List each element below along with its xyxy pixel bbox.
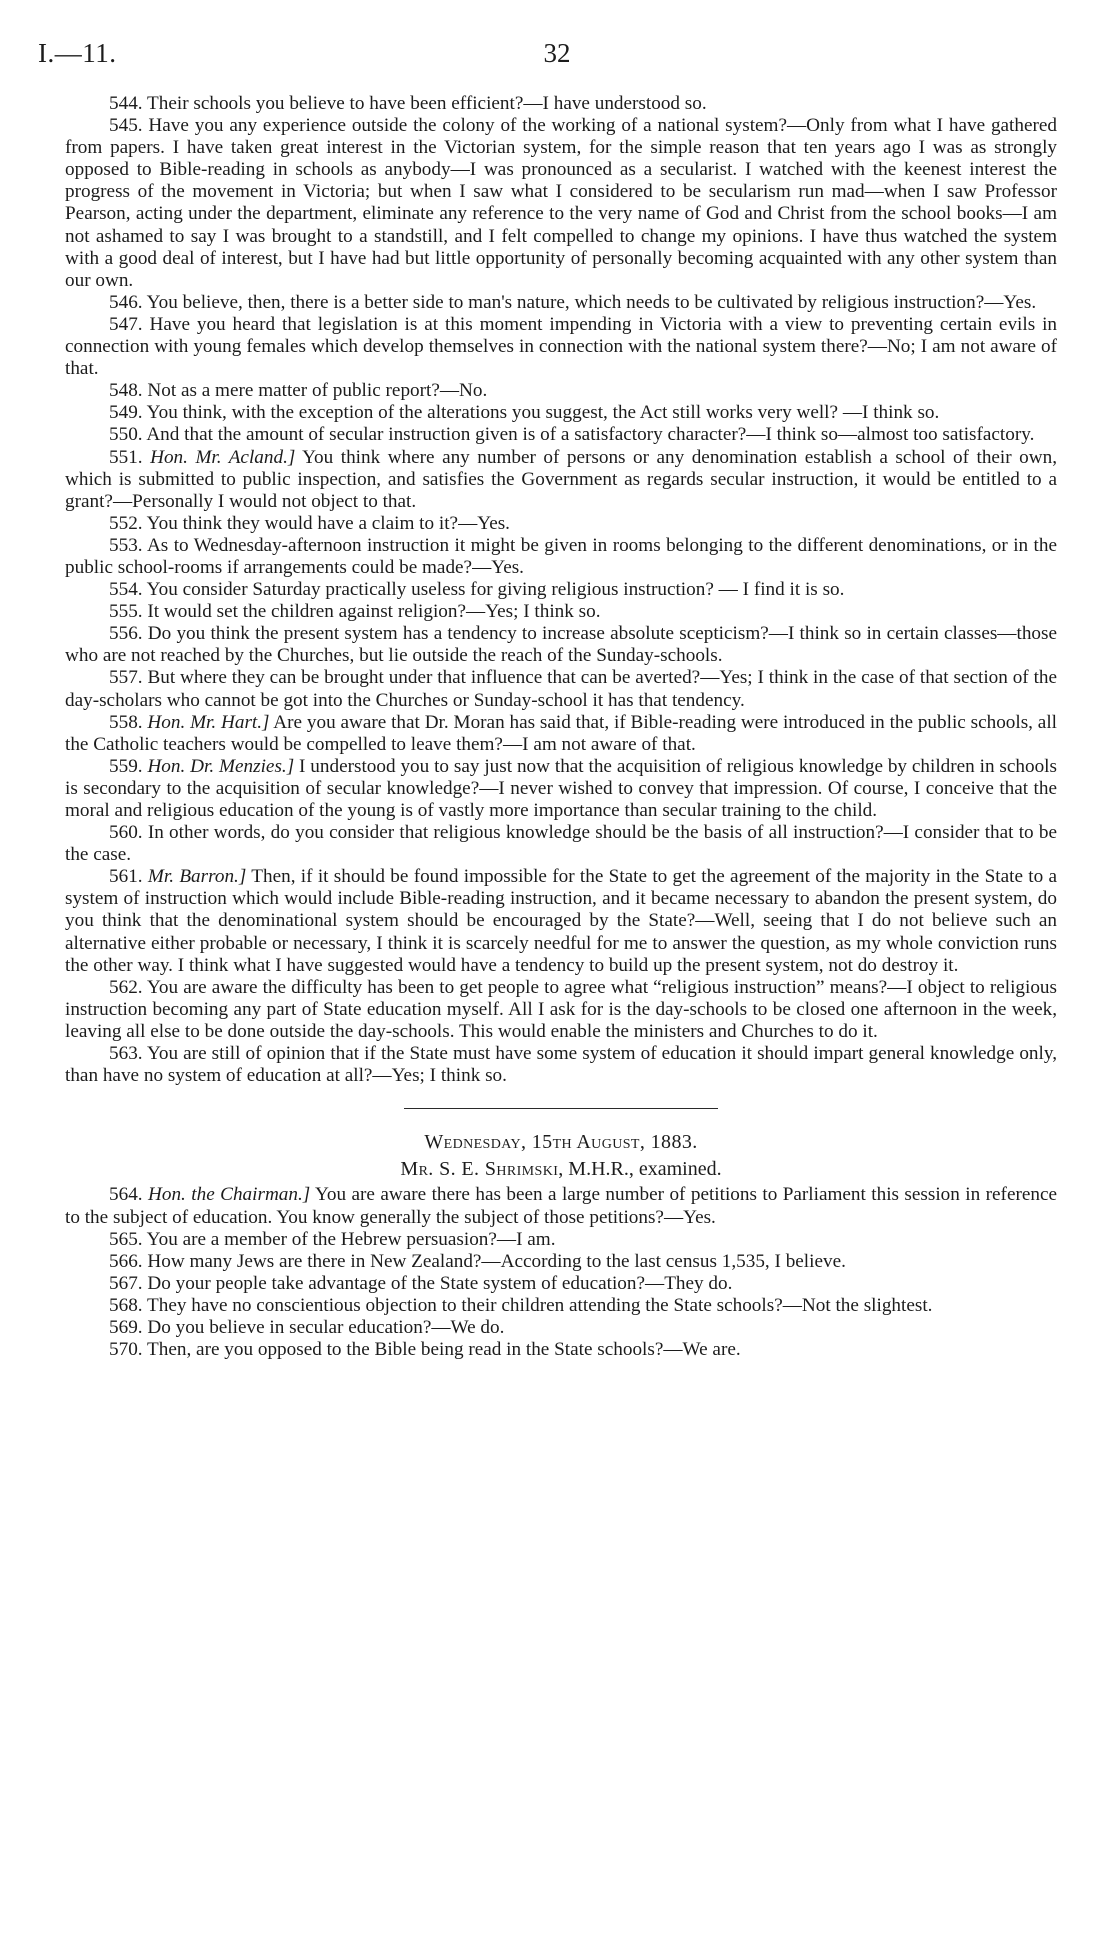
question-number: 562. [109,976,143,998]
question-text: It would set the children against religion?—Yes; I think so. [147,601,601,623]
question-number: 564. [109,1184,143,1206]
question-entry [65,1043,1057,1087]
question-number: 566. [109,1250,143,1272]
question-number: 547. [109,313,143,335]
question-entry [65,402,1057,424]
evidence-section-1 [65,93,1057,1087]
witness-heading [65,1158,1057,1180]
question-number: 561. [109,866,143,888]
question-entry [65,1229,1057,1251]
question-number: 556. [109,623,143,645]
question-entry [65,1295,1057,1317]
question-text: Then, are you opposed to the Bible being read in the State schools?—We are. [147,1339,741,1361]
question-text: And that the amount of secular instruction given is of a satisfactory character?—I think so—almost too satisfactory. [146,424,1035,446]
question-number: 544. [109,93,143,114]
question-entry [65,292,1057,314]
question-number: 552. [109,512,143,534]
question-entry [65,1251,1057,1273]
question-entry [65,1317,1057,1339]
question-entry [65,314,1057,380]
question-entry [65,822,1057,866]
question-text: Have you any experience outside the colony of the working of a national system?—Only from what I have gathered from papers. I have taken great interest in the Victorian system, for the simple reason that ten years ago I was as strongly opposed to Bible-reading in schools as anybody—I was pronounced as a secularist. I watched with the keenest interest the progress of the movement in Victoria; but when I saw what I considered to be secularism run mad—when I saw Professor Pearson, acting under the department, eliminate any reference to the very name of God and Christ from the school books—I am not ashamed to say I was brought to a standstill, and I felt compelled to change my opinions. I have thus watched the system with a good deal of interest, but I have had but little opportunity of personally becoming acquainted with any other system than our own. [65,115,1057,291]
question-entry [65,1273,1057,1295]
question-number: 569. [109,1316,143,1338]
question-text: You are aware the difficulty has been to get people to agree what “religious instruction” means?—I object to religious instruction becoming any part of State education myself. All I ask for is the day-schools to be closed one afternoon in the week, leaving all else to be done outside the day-schools. This would enable the ministers and Churches to do it. [65,976,1057,1042]
question-number: 567. [109,1272,143,1294]
question-entry [65,1339,1057,1361]
question-number: 568. [109,1294,143,1316]
question-entry [65,977,1057,1043]
question-number: 557. [109,667,143,689]
question-text: You think where any number of persons or any denomination establish a school of their own, which is submitted to public inspection, and satisfies the Government as regards secular instruction, it would be entitled to a grant?—Personally I would not object to that. [65,446,1057,512]
question-number: 565. [109,1228,143,1250]
witness-suffix: , M.H.R., examined. [558,1158,722,1181]
question-number: 558. [109,711,143,733]
question-number: 553. [109,534,143,556]
question-number: 559. [109,755,143,777]
question-text: You are a member of the Hebrew persuasion?—I am. [146,1228,556,1250]
speaker-name: Hon. the Chairman.] [148,1184,311,1206]
section-divider [404,1108,718,1109]
question-text: Do you think the present system has a tendency to increase absolute scepticism?—I think so in certain classes—those who are not reached by the Churches, but lie outside the reach of the Sunday-schools. [65,623,1057,667]
speaker-name: Hon. Mr. Hart.] [147,711,270,733]
question-text: Are you aware that Dr. Moran has said that, if Bible-reading were introduced in the public schools, all the Catholic teachers would be compelled to leave them?—I am not aware of that. [65,711,1057,755]
question-text: You believe, then, there is a better side to man's nature, which needs to be cultivated by religious instruction?—Yes. [146,291,1037,313]
question-entry [65,601,1057,623]
speaker-name: Hon. Dr. Menzies.] [147,755,295,777]
page-number: 32 [543,38,571,68]
question-text: They have no conscientious objection to their children attending the State schools?—Not the slightest. [147,1294,933,1316]
question-entry [65,93,1057,115]
question-text: Not as a mere matter of public report?—No. [147,380,488,402]
page-header [38,38,1076,78]
question-number: 548. [109,380,143,402]
page-body [65,93,1057,1361]
paper-reference: I.—11. [38,38,117,68]
question-text: You consider Saturday practically useless for giving religious instruction? — I find it is so. [146,579,845,601]
question-text: You think, with the exception of the alterations you suggest, the Act still works very well? —I think so. [146,402,940,424]
question-entry [65,513,1057,535]
question-text: You are aware there has been a large number of petitions to Parliament this session in reference to the subject of education. You know generally the subject of those petitions?—Yes. [65,1184,1057,1228]
question-entry [65,756,1057,822]
question-text: In other words, do you consider that religious knowledge should be the basis of all instruction?—I consider that to be the case. [65,822,1057,866]
question-number: 551. [109,446,143,468]
question-entry [65,712,1057,756]
witness-name: Mr. S. E. Shrimski [400,1158,559,1181]
question-text: I understood you to say just now that the acquisition of religious knowledge by children in schools is secondary to the acquisition of secular knowledge?—I never wished to convey that impression. Of course, I conceive that the moral and religious education of the young is of vastly more importance than secular training to the child. [65,755,1057,821]
question-text: How many Jews are there in New Zealand?—According to the last census 1,535, I believe. [147,1250,846,1272]
question-number: 549. [109,402,143,424]
question-number: 570. [109,1339,143,1361]
question-number: 560. [109,822,143,844]
question-text: You think they would have a claim to it?—Yes. [146,512,510,534]
question-number: 550. [109,424,143,446]
question-text: Then, if it should be found impossible for the State to get the agreement of the majority in the State to a system of instruction which would include Bible-reading instruction, and it became necessary to abandon the present system, do you think that the denominational system should be encouraged by the State?—Well, seeing that I do not believe such an alternative either probable or necessary, I think it is scarcely needful for me to answer the question, as my whole conviction runs the other way. I think what I have suggested would have a tendency to build up the present system, not do destroy it. [65,866,1058,976]
question-number: 563. [109,1043,143,1065]
question-number: 545. [109,115,143,137]
question-number: 555. [109,601,143,623]
question-entry [65,623,1057,667]
question-entry [65,866,1057,976]
question-entry [65,424,1057,446]
question-number: 546. [109,291,143,313]
speaker-name: Mr. Barron.] [147,866,247,888]
question-entry [65,667,1057,711]
question-entry [65,579,1057,601]
question-text: Do your people take advantage of the State system of education?—They do. [147,1272,733,1294]
question-text: But where they can be brought under that influence that can be averted?—Yes; I think in the case of that section of the day-scholars who cannot be got into the Churches or Sunday-school it has that tendency. [65,667,1058,711]
evidence-section-2 [65,1184,1057,1361]
question-text: As to Wednesday-afternoon instruction it might be given in rooms belonging to the different denominations, or in the public school-rooms if arrangements could be made?—Yes. [65,534,1057,578]
question-number: 554. [109,579,143,601]
question-entry [65,1184,1057,1228]
question-text: Do you believe in secular education?—We do. [147,1316,505,1338]
question-entry [65,447,1057,513]
question-entry [65,380,1057,402]
speaker-name: Hon. Mr. Acland.] [150,446,296,468]
question-text: Have you heard that legislation is at this moment impending in Victoria with a view to preventing certain evils in connection with young females which develop themselves in connection with the national system there?—No; I am not aware of that. [65,313,1057,380]
question-entry [65,115,1057,292]
question-entry [65,535,1057,579]
question-text: You are still of opinion that if the State must have some system of education it should impart general knowledge only, than have no system of education at all?—Yes; I think so. [65,1043,1057,1087]
question-text: Their schools you believe to have been efficient?—I have understood so. [147,93,707,114]
session-date: Wednesday, 15th August, 1883. [424,1131,698,1154]
